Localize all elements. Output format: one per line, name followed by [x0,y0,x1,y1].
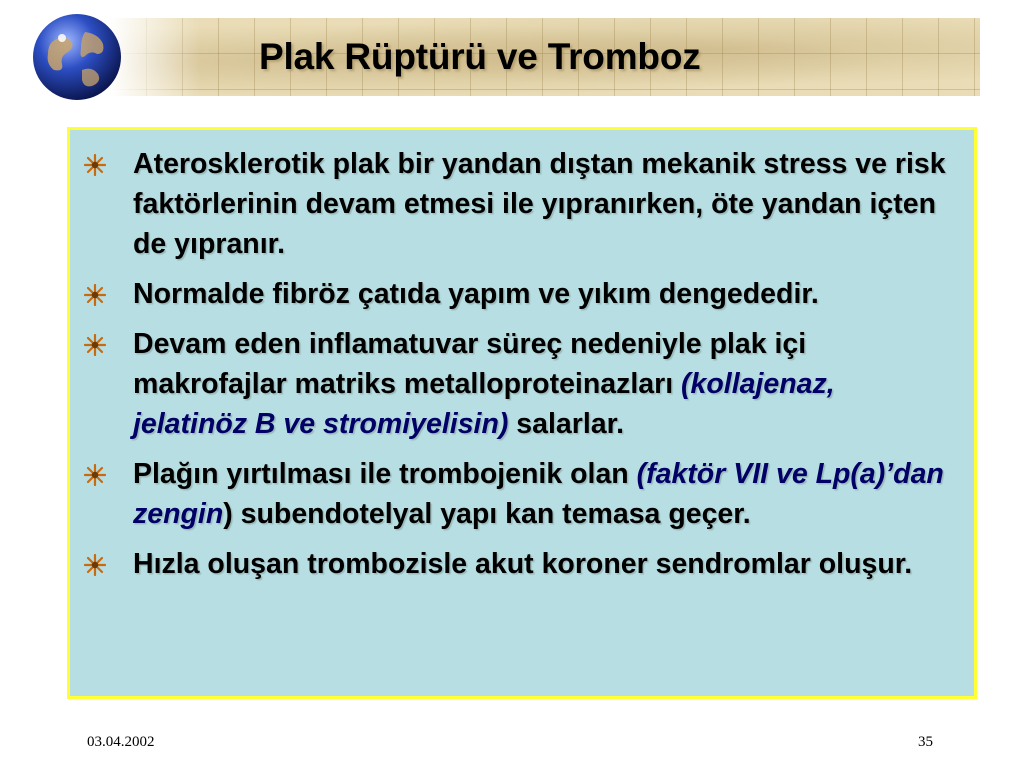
bullet-text: ) subendotelyal yapı kan temasa geçer. [223,498,751,530]
bullet-text: Plağın yırtılması ile trombojenik olan [133,458,637,490]
footer-date: 03.04.2002 [87,734,155,750]
bullet-item [70,144,974,264]
bullet-list [70,144,974,594]
bullet-text: Hızla oluşan trombozisle akut koroner sendromlar oluşur. [133,548,913,580]
bullet-text: Normalde fibröz çatıda yapım ve yıkım dengededir. [133,278,819,310]
slide-title: Plak Rüptürü ve Tromboz [259,36,701,77]
bullet-item [70,274,974,314]
bullet-item [70,454,974,534]
bullet-text: Devam eden inflamatuvar süreç nedeniyle plak içi makrofajlar matriks metalloproteinazları [133,328,807,400]
bullet-emphasis: (faktör VII ve Lp(a)’dan zengin [133,458,944,530]
bullet-emphasis: (kollajenaz, jelatinöz B ve stromiyelisin) [133,368,835,440]
page-number: 35 [918,734,933,750]
starburst-bullet-icon [84,334,106,356]
starburst-bullet-icon [84,154,106,176]
bullet-text: Aterosklerotik plak bir yandan dıştan mekanik stress ve risk faktörlerinin devam etmesi ile yıpranırken, öte yandan içten de yıpranır. [133,148,946,260]
bullet-item [70,544,974,584]
starburst-bullet-icon [84,464,106,486]
globe-icon [30,12,124,102]
starburst-bullet-icon [84,284,106,306]
bullet-item [70,324,974,444]
content-box [67,127,977,699]
starburst-bullet-icon [84,554,106,576]
bullet-text: salarlar. [508,408,625,440]
